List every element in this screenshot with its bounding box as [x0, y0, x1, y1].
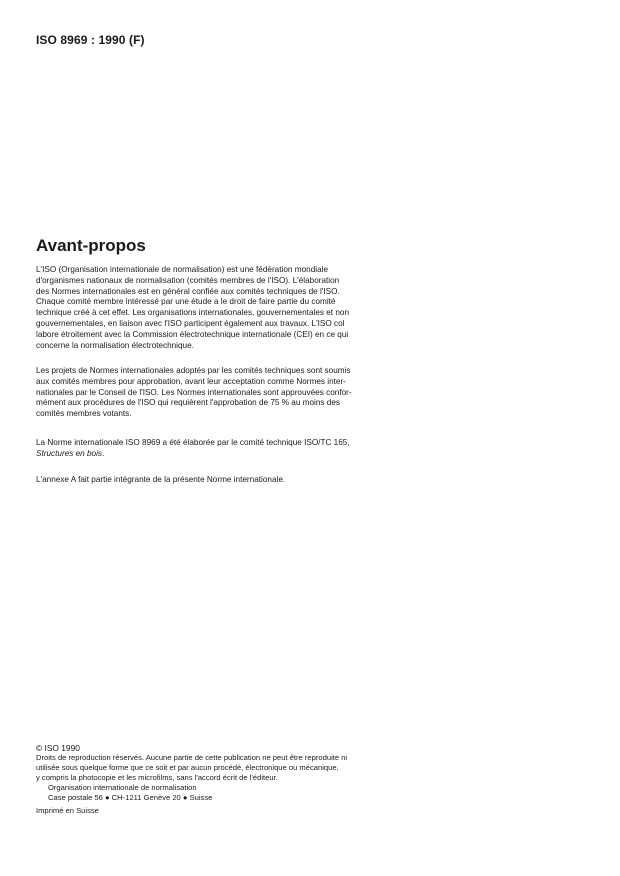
text-line: La Norme internationale ISO 8969 a été élaborée par le comité technique ISO/TC 165, — [36, 438, 350, 447]
text-line: comités membres votants. — [36, 409, 132, 419]
period: . — [102, 448, 105, 458]
text-line: nationales par le Conseil de l'ISO. Les Normes internationales sont approuvées confor- — [36, 387, 352, 397]
text-line: Chaque comité membre intéressé par une étude a le droit de faire partie du comité — [36, 297, 336, 307]
committee-title: Structures en bois — [36, 448, 102, 458]
text-line: technique créé à cet effet. Les organisations internationales, gouvernementales et non — [36, 308, 349, 318]
rights-line: y compris la photocopie et les microfilms, sans l'accord écrit de l'éditeur. — [36, 773, 278, 782]
organization-name: Organisation internationale de normalisation — [48, 783, 197, 792]
paragraph-annex — [36, 475, 328, 486]
document-id: ISO 8969 : 1990 (F) — [36, 33, 145, 47]
text-line: gouvernementales, en liaison avec l'ISO participent également aux travaux. L'ISO col — [36, 318, 345, 328]
text-line: d'organismes nationaux de normalisation (comités membres de l'ISO). L'élaboration — [36, 275, 340, 285]
paragraph-approval-process — [36, 366, 352, 420]
section-title: Avant-propos — [36, 236, 146, 255]
text-line: L'ISO (Organisation internationale de normalisation) est une fédération mondiale — [36, 265, 328, 274]
rights-line: utilisée sous quelque forme que ce soit et par aucun procédé, électronique ou mécanique, — [36, 763, 339, 772]
text-line: concerne la normalisation électrotechnique. — [36, 340, 194, 350]
copyright-footer — [36, 743, 348, 816]
rights-line: Droits de reproduction réservés. Aucune partie de cette publication ne peut être reproduite ni — [36, 753, 348, 762]
text-line: labore étroitement avec la Commission électrotechnique internationale (CEI) en ce qui — [36, 329, 349, 339]
text-line: Les projets de Normes internationales adoptés par les comités techniques sont soumis — [36, 366, 351, 375]
organization-address: Case postale 56 ● CH-1211 Genève 20 ● Suisse — [48, 793, 213, 802]
copyright-notice: © ISO 1990 — [36, 743, 80, 753]
text-line: L'annexe A fait partie intégrante de la présente Norme internationale. — [36, 475, 286, 484]
printed-in: Imprimé en Suisse — [36, 806, 99, 815]
text-line: mément aux procédures de l'ISO qui requièrent l'approbation de 75 % au moins des — [36, 398, 340, 408]
text-line: aux comités membres pour approbation, avant leur acceptation comme Normes inter- — [36, 376, 346, 386]
paragraph-committee — [36, 438, 350, 460]
text-line: des Normes internationales est en général confiée aux comités techniques de l'ISO. — [36, 286, 340, 296]
paragraph-iso-description — [36, 265, 349, 351]
text-line — [36, 449, 328, 460]
